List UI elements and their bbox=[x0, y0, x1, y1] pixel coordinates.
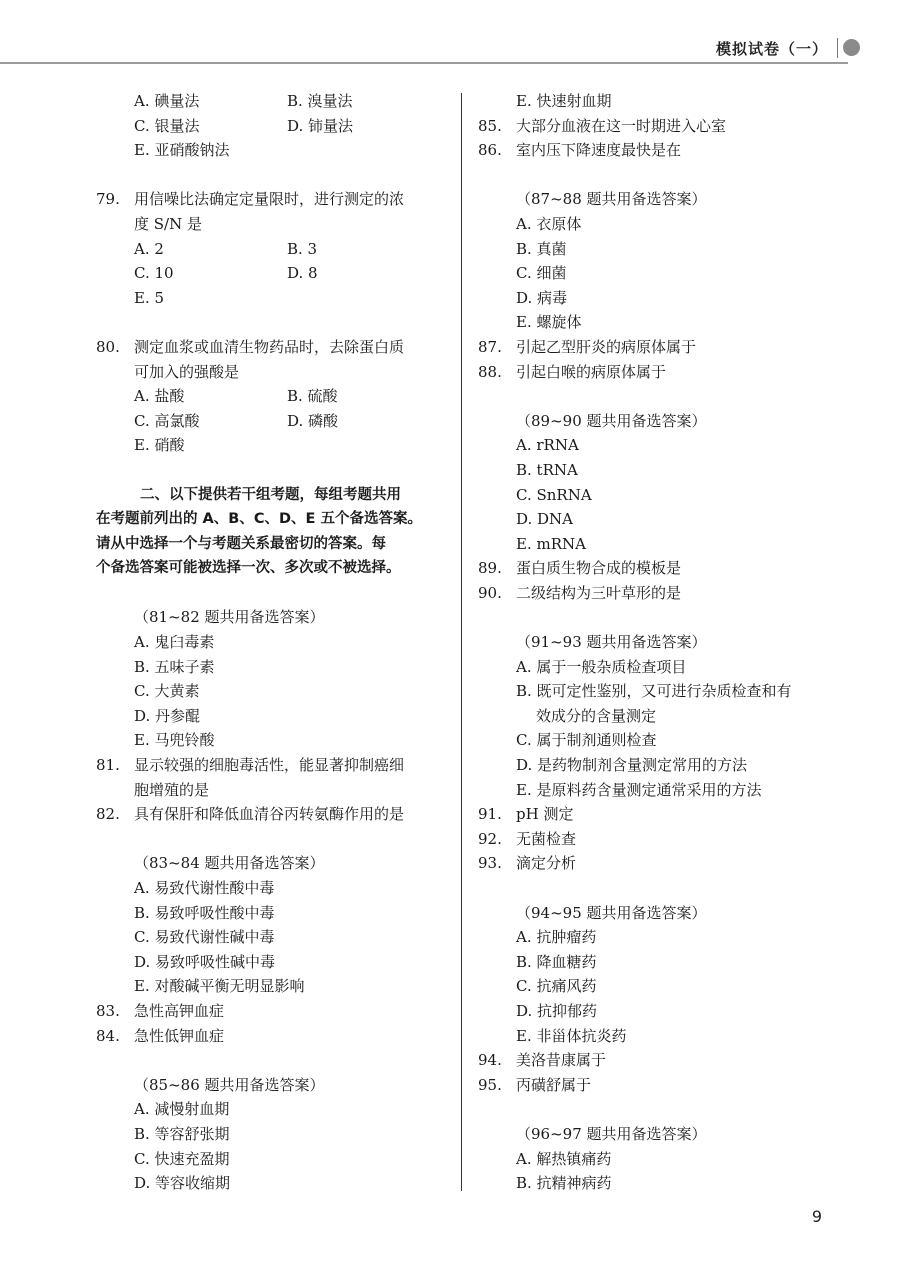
running-title: 模拟试卷（一） bbox=[715, 40, 828, 58]
question-number: 83. bbox=[96, 1001, 120, 1020]
question-79 bbox=[96, 187, 456, 212]
question-text: 用信噪比法确定定量限时，进行测定的浓 bbox=[134, 190, 405, 209]
question-81 bbox=[96, 753, 456, 778]
header-rule bbox=[0, 62, 848, 64]
question-text: pH 测定 bbox=[516, 805, 574, 824]
option: E. mRNA bbox=[516, 534, 586, 553]
group-header: （87~88 题共用备选答案） bbox=[516, 190, 707, 209]
section-instruction: 请从中选择一个与考题关系最密切的答案。每 bbox=[96, 535, 386, 552]
question-90 bbox=[478, 581, 838, 606]
option: D. DNA bbox=[516, 510, 574, 529]
option: B. 硫酸 bbox=[287, 387, 338, 406]
question-text: 急性高钾血症 bbox=[134, 1001, 225, 1020]
option: C. 大黄素 bbox=[134, 682, 200, 701]
option: C. SnRNA bbox=[516, 485, 592, 504]
question-number: 88. bbox=[478, 362, 502, 381]
option: B. 五味子素 bbox=[134, 657, 215, 676]
option: E. 硝酸 bbox=[134, 436, 185, 455]
question-number: 89. bbox=[478, 559, 502, 578]
question-number: 86. bbox=[478, 141, 502, 160]
question-number: 94. bbox=[478, 1051, 502, 1070]
question-number: 85. bbox=[478, 116, 502, 135]
header-separator bbox=[837, 38, 838, 58]
question-text: 具有保肝和降低血清谷丙转氨酶作用的是 bbox=[134, 805, 405, 824]
option: B. 降血糖药 bbox=[516, 952, 597, 971]
question-text: 显示较强的细胞毒活性，能显著抑制癌细 bbox=[134, 756, 405, 775]
group-header: （89~90 题共用备选答案） bbox=[516, 411, 707, 430]
option: A. 属于一般杂质检查项目 bbox=[516, 657, 687, 676]
option: E. 螺旋体 bbox=[516, 313, 582, 332]
question-number: 93. bbox=[478, 854, 502, 873]
group-header: （96~97 题共用备选答案） bbox=[516, 1124, 707, 1143]
question-number: 79. bbox=[96, 190, 120, 209]
option: E. 对酸碱平衡无明显影响 bbox=[134, 977, 305, 996]
group-header: （81~82 题共用备选答案） bbox=[134, 608, 325, 627]
question-text: 美洛昔康属于 bbox=[516, 1051, 607, 1070]
section-instruction: 个备选答案可能被选择一次、多次或不被选择。 bbox=[96, 560, 401, 577]
question-text-cont: 度 S/N 是 bbox=[134, 214, 202, 233]
group-header: （91~93 题共用备选答案） bbox=[516, 633, 707, 652]
option: B. 易致呼吸性酸中毒 bbox=[134, 903, 275, 922]
left-column bbox=[96, 89, 456, 1196]
question-number: 81. bbox=[96, 756, 120, 775]
option: E. 马兜铃酸 bbox=[134, 731, 215, 750]
question-93 bbox=[478, 851, 838, 876]
question-text: 室内压下降速度最快是在 bbox=[516, 141, 682, 160]
option: D. 是药物制剂含量测定常用的方法 bbox=[516, 756, 748, 775]
option: A. 易致代谢性酸中毒 bbox=[134, 879, 275, 897]
option: D. 等容收缩期 bbox=[134, 1174, 231, 1193]
option: E. 快速射血期 bbox=[516, 92, 612, 110]
page-header bbox=[0, 0, 900, 66]
option: A. 2 bbox=[134, 239, 164, 258]
option: A. 衣原体 bbox=[516, 214, 582, 233]
question-text: 滴定分析 bbox=[516, 854, 577, 873]
question-text: 引起白喉的病原体属于 bbox=[516, 362, 667, 381]
question-text: 二级结构为三叶草形的是 bbox=[516, 583, 682, 602]
option: C. 易致代谢性碱中毒 bbox=[134, 928, 275, 947]
option: E. 是原料药含量测定通常采用的方法 bbox=[516, 780, 762, 799]
group-header: （83~84 题共用备选答案） bbox=[134, 854, 325, 873]
option: E. 非甾体抗炎药 bbox=[516, 1026, 627, 1045]
question-86 bbox=[478, 138, 838, 163]
question-87 bbox=[478, 335, 838, 360]
option: E. 5 bbox=[134, 288, 165, 307]
option-cont: 效成分的含量测定 bbox=[536, 706, 657, 725]
option: D. 抗抑郁药 bbox=[516, 1001, 598, 1020]
question-80 bbox=[96, 335, 456, 360]
question-84 bbox=[96, 1024, 456, 1049]
option: C. 10 bbox=[134, 264, 174, 283]
option: B. 溴量法 bbox=[287, 92, 353, 110]
question-text: 引起乙型肝炎的病原体属于 bbox=[516, 337, 697, 356]
section-instruction: 在考题前列出的 A、B、C、D、E 五个备选答案。 bbox=[96, 511, 422, 528]
right-column bbox=[478, 89, 838, 1196]
option: E. 亚硝酸钠法 bbox=[134, 141, 230, 160]
question-text-cont: 可加入的强酸是 bbox=[134, 362, 240, 381]
option: A. 解热镇痛药 bbox=[516, 1149, 612, 1168]
question-text-cont: 胞增殖的是 bbox=[134, 780, 210, 799]
option: C. 细菌 bbox=[516, 264, 567, 283]
question-number: 92. bbox=[478, 829, 502, 848]
question-number: 82. bbox=[96, 805, 120, 824]
option: D. 8 bbox=[287, 264, 318, 283]
question-number: 91. bbox=[478, 805, 502, 824]
question-number: 95. bbox=[478, 1075, 502, 1094]
option: D. 病毒 bbox=[516, 288, 568, 307]
option: C. 银量法 bbox=[134, 116, 200, 135]
question-89 bbox=[478, 556, 838, 581]
option: A. 鬼臼毒素 bbox=[134, 633, 215, 652]
option: C. 高氯酸 bbox=[134, 411, 200, 430]
option: B. 抗精神病药 bbox=[516, 1174, 612, 1193]
option: D. 磷酸 bbox=[287, 411, 339, 430]
question-82 bbox=[96, 802, 456, 827]
option: B. 既可定性鉴别，又可进行杂质检查和有 bbox=[516, 682, 792, 701]
question-number: 90. bbox=[478, 583, 502, 602]
question-text: 急性低钾血症 bbox=[134, 1026, 225, 1045]
option: A. 碘量法 bbox=[134, 92, 200, 110]
question-text: 测定血浆或血清生物药品时，去除蛋白质 bbox=[134, 337, 405, 356]
question-92 bbox=[478, 827, 838, 852]
option-row bbox=[96, 261, 456, 286]
option: B. 等容舒张期 bbox=[134, 1124, 230, 1143]
group-header: （94~95 题共用备选答案） bbox=[516, 903, 707, 922]
question-number: 87. bbox=[478, 337, 502, 356]
question-95 bbox=[478, 1073, 838, 1098]
option: A. 盐酸 bbox=[134, 387, 185, 406]
question-85 bbox=[478, 114, 838, 139]
option: C. 快速充盈期 bbox=[134, 1149, 230, 1168]
question-83 bbox=[96, 999, 456, 1024]
column-divider bbox=[461, 93, 462, 1191]
option: A. 减慢射血期 bbox=[134, 1100, 230, 1119]
section-instruction: 二、以下提供若干组考题，每组考题共用 bbox=[140, 486, 401, 503]
option: C. 属于制剂通则检查 bbox=[516, 731, 657, 750]
option-row bbox=[96, 409, 456, 434]
question-text: 无菌检查 bbox=[516, 829, 577, 848]
option: A. rRNA bbox=[516, 436, 579, 455]
option: D. 铈量法 bbox=[287, 116, 354, 135]
question-text: 丙磺舒属于 bbox=[516, 1075, 592, 1094]
page-number: 9 bbox=[811, 1207, 822, 1226]
question-91 bbox=[478, 802, 838, 827]
question-text: 大部分血液在这一时期进入心室 bbox=[516, 116, 727, 135]
option: D. 丹参醌 bbox=[134, 706, 201, 725]
option-row bbox=[96, 114, 456, 139]
option: D. 易致呼吸性碱中毒 bbox=[134, 952, 276, 971]
option: C. 抗痛风药 bbox=[516, 977, 597, 996]
option: B. tRNA bbox=[516, 460, 578, 479]
option: B. 真菌 bbox=[516, 239, 567, 258]
book-icon bbox=[843, 39, 860, 56]
option-row bbox=[96, 89, 456, 114]
question-number: 80. bbox=[96, 337, 120, 356]
option-row bbox=[96, 237, 456, 262]
group-header: （85~86 题共用备选答案） bbox=[134, 1075, 325, 1094]
question-88 bbox=[478, 360, 838, 385]
question-text: 蛋白质生物合成的模板是 bbox=[516, 559, 682, 578]
question-number: 84. bbox=[96, 1026, 120, 1045]
option: B. 3 bbox=[287, 239, 318, 258]
option: A. 抗肿瘤药 bbox=[516, 928, 597, 947]
question-94 bbox=[478, 1048, 838, 1073]
option-row bbox=[96, 384, 456, 409]
